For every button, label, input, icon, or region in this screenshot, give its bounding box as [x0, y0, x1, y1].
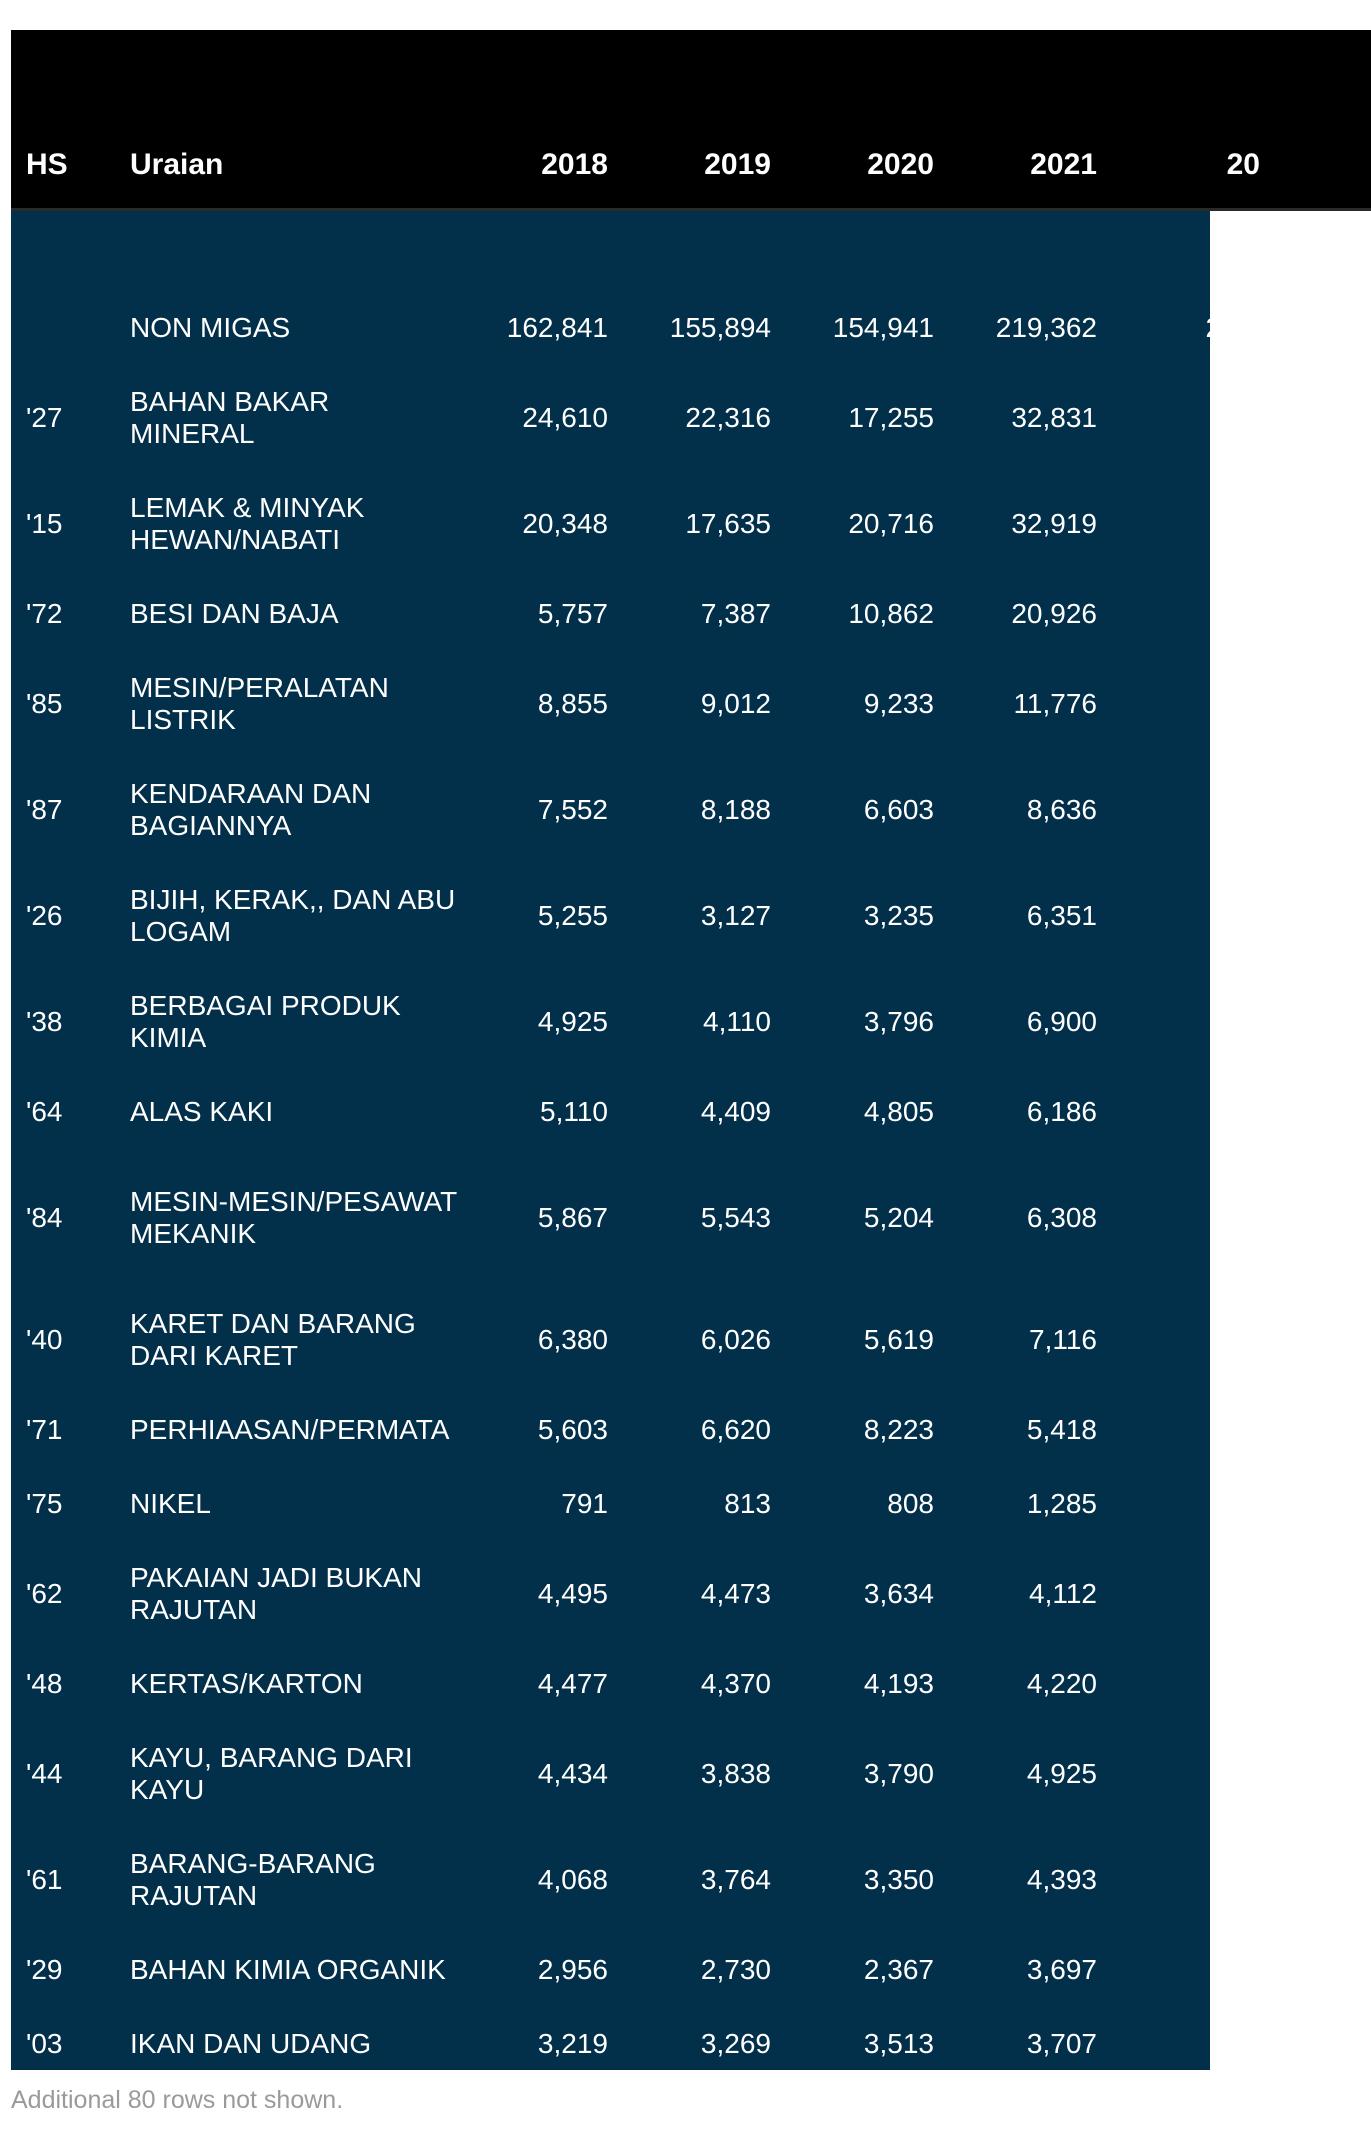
cell-2020: 8,223 [863, 1414, 934, 1445]
data-table [11, 30, 1371, 2081]
table-row [11, 577, 1371, 651]
cell-2021: 11,776 [1013, 688, 1097, 719]
cell-2021: 6,351 [1026, 900, 1097, 931]
cell-2018: 6,380 [537, 1324, 608, 1355]
cell-2019: 6,026 [700, 1324, 771, 1355]
header-desc[interactable]: Uraian [130, 148, 224, 181]
rows-hidden-note: Additional 80 rows not shown. [11, 2086, 344, 2114]
cell-2021: 219,362 [995, 312, 1097, 343]
cell-desc: BAHAN KIMIA ORGANIK [130, 1954, 446, 1985]
data-table-frame [11, 30, 1260, 2070]
table-row [11, 1149, 1371, 1287]
cell-2018: 4,477 [537, 1668, 608, 1699]
cell-2021: 3,697 [1026, 1954, 1097, 1985]
cell-2021: 7,116 [1029, 1324, 1097, 1355]
table-row [11, 1933, 1371, 2007]
cell-2019: 3,764 [700, 1864, 771, 1895]
header-2021[interactable]: 2021 [1030, 148, 1097, 181]
cell-2022: 275, [1205, 312, 1260, 343]
cell-hs: '03 [26, 2028, 63, 2059]
cell-desc: IKAN DAN UDANG [130, 2028, 372, 2059]
cell-2020: 3,796 [863, 1006, 934, 1037]
cell-2018: 5,255 [537, 900, 608, 931]
cell-2019: 5,543 [700, 1202, 771, 1233]
table-row [11, 651, 1371, 757]
table-row [11, 1647, 1371, 1721]
table-row [11, 365, 1371, 471]
cell-2020: 2,367 [863, 1954, 934, 1985]
cell-2020: 5,204 [863, 1202, 934, 1233]
cell-desc: BERBAGAI PRODUK KIMIA [130, 990, 401, 1053]
cell-2022: 5, [1236, 1488, 1260, 1519]
cell-2022: 6, [1236, 1414, 1260, 1445]
cell-2018: 5,603 [537, 1414, 608, 1445]
cell-desc: BAHAN BAKAR MINERAL [130, 386, 330, 449]
cell-2018: 3,219 [537, 2028, 608, 2059]
cell-desc: KERTAS/KARTON [130, 1668, 363, 1699]
cell-2021: 3,707 [1026, 2028, 1097, 2059]
header-2020[interactable]: 2020 [867, 148, 934, 181]
cell-hs: '72 [26, 598, 63, 629]
cell-2020: 5,619 [863, 1324, 934, 1355]
cell-2020: 154,941 [832, 312, 934, 343]
cell-desc: NON MIGAS [130, 312, 291, 343]
cell-2018: 4,495 [537, 1578, 608, 1609]
cell-2020: 17,255 [848, 402, 934, 433]
header-2019[interactable]: 2019 [704, 148, 771, 181]
cell-2020: 20,716 [848, 508, 934, 539]
cell-2020: 808 [887, 1488, 934, 1519]
cell-2021: 4,220 [1026, 1668, 1097, 1699]
cell-hs: '40 [26, 1324, 63, 1355]
cell-2021: 1,285 [1026, 1488, 1097, 1519]
cell-2021: 4,393 [1026, 1864, 1097, 1895]
cell-2018: 4,068 [537, 1864, 608, 1895]
cell-2021: 20,926 [1011, 598, 1097, 629]
cell-2022: 6, [1236, 1324, 1260, 1355]
cell-hs: '26 [26, 900, 63, 931]
cell-2019: 3,269 [700, 2028, 771, 2059]
cell-hs: '84 [26, 1202, 63, 1233]
table-header [11, 30, 1371, 211]
cell-2022: 8, [1236, 1006, 1260, 1037]
table-row [11, 1541, 1371, 1647]
cell-2019: 2,730 [700, 1954, 771, 1985]
cell-hs: '29 [26, 1954, 63, 1985]
cell-2019: 4,370 [700, 1668, 771, 1699]
cell-2022: 4, [1236, 1758, 1260, 1789]
table-row [11, 757, 1371, 863]
cell-desc: PAKAIAN JADI BUKAN RAJUTAN [130, 1562, 423, 1625]
cell-desc: NIKEL [130, 1488, 211, 1519]
cell-2022: 10, [1221, 900, 1260, 931]
cell-2021: 5,418 [1026, 1414, 1097, 1445]
cell-2021: 32,919 [1011, 508, 1097, 539]
cell-2019: 7,387 [700, 598, 771, 629]
cell-2018: 20,348 [522, 508, 608, 539]
cell-2019: 3,838 [700, 1758, 771, 1789]
cell-2022: 4, [1236, 1668, 1260, 1699]
cell-2019: 3,127 [700, 900, 771, 931]
cell-2022: 7, [1236, 1096, 1260, 1127]
cell-hs: '48 [26, 1668, 63, 1699]
cell-desc: BESI DAN BAJA [130, 598, 339, 629]
cell-hs: '87 [26, 794, 63, 825]
cell-hs: '27 [26, 402, 63, 433]
table-row [11, 863, 1371, 969]
cell-2020: 3,790 [863, 1758, 934, 1789]
cell-2020: 3,235 [863, 900, 934, 931]
cell-desc: KARET DAN BARANG DARI KARET [130, 1308, 416, 1371]
cell-2020: 3,634 [863, 1578, 934, 1609]
cell-2019: 155,894 [669, 312, 771, 343]
cell-2018: 4,925 [537, 1006, 608, 1037]
cell-hs: '61 [26, 1864, 63, 1895]
cell-2019: 9,012 [700, 688, 771, 719]
cell-2020: 9,233 [863, 688, 934, 719]
header-hs[interactable]: HS [26, 148, 68, 181]
cell-2022: 54, [1221, 402, 1260, 433]
cell-2022: 4, [1236, 1578, 1260, 1609]
cell-2021: 6,900 [1026, 1006, 1097, 1037]
cell-2018: 791 [561, 1488, 608, 1519]
table-row [11, 969, 1371, 1075]
cell-2022: 4, [1236, 2028, 1260, 2059]
cell-2019: 4,409 [700, 1096, 771, 1127]
cell-2019: 4,473 [700, 1578, 771, 1609]
cell-desc: MESIN-MESIN/PESAWAT MEKANIK [130, 1186, 457, 1249]
cell-2019: 8,188 [700, 794, 771, 825]
cell-desc: ALAS KAKI [130, 1096, 274, 1127]
cell-2020: 4,193 [863, 1668, 934, 1699]
table-row [11, 1393, 1371, 1467]
cell-2020: 3,350 [863, 1864, 934, 1895]
table-row [11, 2007, 1371, 2081]
cell-hs: '85 [26, 688, 63, 719]
cell-2018: 7,552 [537, 794, 608, 825]
cell-2018: 5,110 [540, 1096, 608, 1127]
cell-2021: 8,636 [1026, 794, 1097, 825]
cell-2022: 4, [1236, 1864, 1260, 1895]
table-body [11, 211, 1371, 2081]
cell-2022: 35, [1221, 508, 1260, 539]
cell-hs: '71 [26, 1414, 63, 1445]
cell-desc: BARANG-BARANG RAJUTAN [130, 1848, 376, 1911]
cell-hs: '62 [26, 1578, 63, 1609]
cell-2018: 2,956 [537, 1954, 608, 1985]
table-row [11, 1467, 1371, 1541]
table-row [11, 1075, 1371, 1149]
cell-2021: 4,925 [1026, 1758, 1097, 1789]
cell-2021: 32,831 [1011, 402, 1097, 433]
table-row [11, 1827, 1371, 1933]
cell-desc: KAYU, BARANG DARI KAYU [130, 1742, 413, 1805]
cell-2022: 27, [1221, 598, 1260, 629]
cell-2018: 8,855 [537, 688, 608, 719]
cell-desc: LEMAK & MINYAK HEWAN/NABATI [130, 492, 365, 555]
cell-2018: 5,757 [537, 598, 608, 629]
cell-2019: 22,316 [685, 402, 771, 433]
cell-hs: '64 [26, 1096, 63, 1127]
cell-hs: '15 [26, 508, 63, 539]
header-2018[interactable]: 2018 [541, 148, 608, 181]
cell-2019: 6,620 [700, 1414, 771, 1445]
cell-2021: 6,308 [1026, 1202, 1097, 1233]
cell-2019: 17,635 [685, 508, 771, 539]
cell-2021: 6,186 [1026, 1096, 1097, 1127]
cell-2021: 4,112 [1029, 1578, 1097, 1609]
cell-2022: 14, [1221, 688, 1260, 719]
cell-2018: 4,434 [537, 1758, 608, 1789]
cell-hs: '44 [26, 1758, 63, 1789]
cell-2022: 4, [1236, 1954, 1260, 1985]
cell-hs: '38 [26, 1006, 63, 1037]
cell-2018: 162,841 [506, 312, 608, 343]
table-row [11, 1287, 1371, 1393]
cell-desc: MESIN/PERALATAN LISTRIK [130, 672, 389, 735]
cell-desc: BIJIH, KERAK,, DAN ABU LOGAM [130, 884, 456, 947]
cell-2020: 6,603 [863, 794, 934, 825]
cell-2020: 4,805 [863, 1096, 934, 1127]
cell-hs: '75 [26, 1488, 63, 1519]
table-row [11, 291, 1371, 365]
cell-2018: 24,610 [522, 402, 608, 433]
table-row [11, 1721, 1371, 1827]
cell-2019: 813 [724, 1488, 771, 1519]
cell-2022: 6, [1236, 1202, 1260, 1233]
cell-2019: 4,110 [703, 1006, 771, 1037]
cell-desc: KENDARAAN DAN BAGIANNYA [130, 778, 372, 841]
cell-desc: PERHIAASAN/PERMATA [130, 1414, 450, 1445]
header-2022[interactable]: 20 [1226, 148, 1260, 181]
cell-2020: 10,862 [848, 598, 934, 629]
cell-2020: 3,513 [863, 2028, 934, 2059]
cell-2018: 5,867 [537, 1202, 608, 1233]
cell-2022: 10, [1221, 794, 1260, 825]
table-row [11, 471, 1371, 577]
